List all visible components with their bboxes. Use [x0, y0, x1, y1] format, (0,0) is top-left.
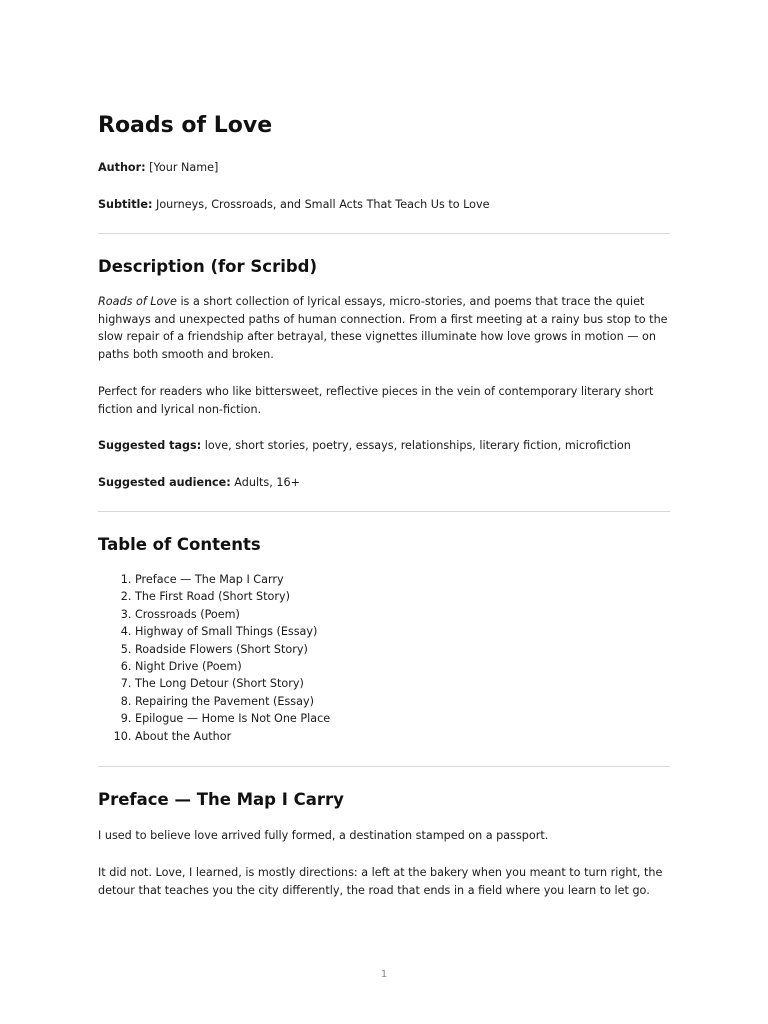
author-value: [Your Name]: [145, 161, 219, 174]
audience-line: [98, 474, 670, 492]
audience-value: Adults, 16+: [230, 476, 300, 489]
preface-paragraph: I used to believe love arrived fully formed, a destination stamped on a passport.: [98, 829, 549, 842]
toc-item: 9. Epilogue — Home Is Not One Place: [135, 710, 670, 727]
toc-heading: Table of Contents: [98, 535, 261, 554]
toc-item: 2. The First Road (Short Story): [135, 588, 670, 605]
tags-line: [98, 437, 670, 455]
toc-item: 8. Repairing the Pavement (Essay): [135, 693, 670, 710]
toc-item: 4. Highway of Small Things (Essay): [135, 623, 670, 640]
author-line: [98, 159, 670, 177]
book-title-italic: Roads of Love: [98, 295, 177, 308]
tags-value: love, short stories, poetry, essays, relationships, literary fiction, microfiction: [201, 439, 631, 452]
author-label: Author:: [98, 161, 146, 174]
toc-item: 10. About the Author: [135, 728, 670, 745]
toc-item: 5. Roadside Flowers (Short Story): [135, 641, 670, 658]
audience-label: Suggested audience:: [98, 476, 231, 489]
divider: [98, 233, 670, 234]
document-title: Roads of Love: [98, 113, 273, 138]
toc-item: 6. Night Drive (Poem): [135, 658, 670, 675]
page-number: 1: [380, 969, 388, 980]
tags-label: Suggested tags:: [98, 439, 202, 452]
description-heading: Description (for Scribd): [98, 257, 318, 276]
description-paragraph: Roads of Love is a short collection of lyrical essays, micro-stories, and poems that trace the quiet highways and unexpected paths of human connection. From a first meeting at a rainy bus stop to the slow repair of a friendship after betrayal, these vignettes illuminate how love grows in motion — on paths both smooth and broken.: [98, 295, 668, 361]
subtitle-line: [98, 196, 670, 214]
preface-heading: Preface — The Map I Carry: [98, 790, 344, 809]
description-paragraph-2: Perfect for readers who like bittersweet, reflective pieces in the vein of contemporary literary short fiction and lyrical non-fiction.: [98, 385, 654, 416]
toc-item: 3. Crossroads (Poem): [135, 606, 670, 623]
preface-paragraph-2: It did not. Love, I learned, is mostly directions: a left at the bakery when you meant to turn right, the detour that teaches you the city differently, the road that ends in a field where you learn to let go.: [98, 866, 663, 897]
toc-list: [98, 571, 670, 745]
toc-item: 7. The Long Detour (Short Story): [135, 675, 670, 692]
subtitle-label: Subtitle:: [98, 198, 153, 211]
divider: [98, 511, 670, 512]
toc-item: 1. Preface — The Map I Carry: [135, 571, 670, 588]
divider: [98, 766, 670, 767]
subtitle-value: Journeys, Crossroads, and Small Acts That Teach Us to Love: [152, 198, 490, 211]
